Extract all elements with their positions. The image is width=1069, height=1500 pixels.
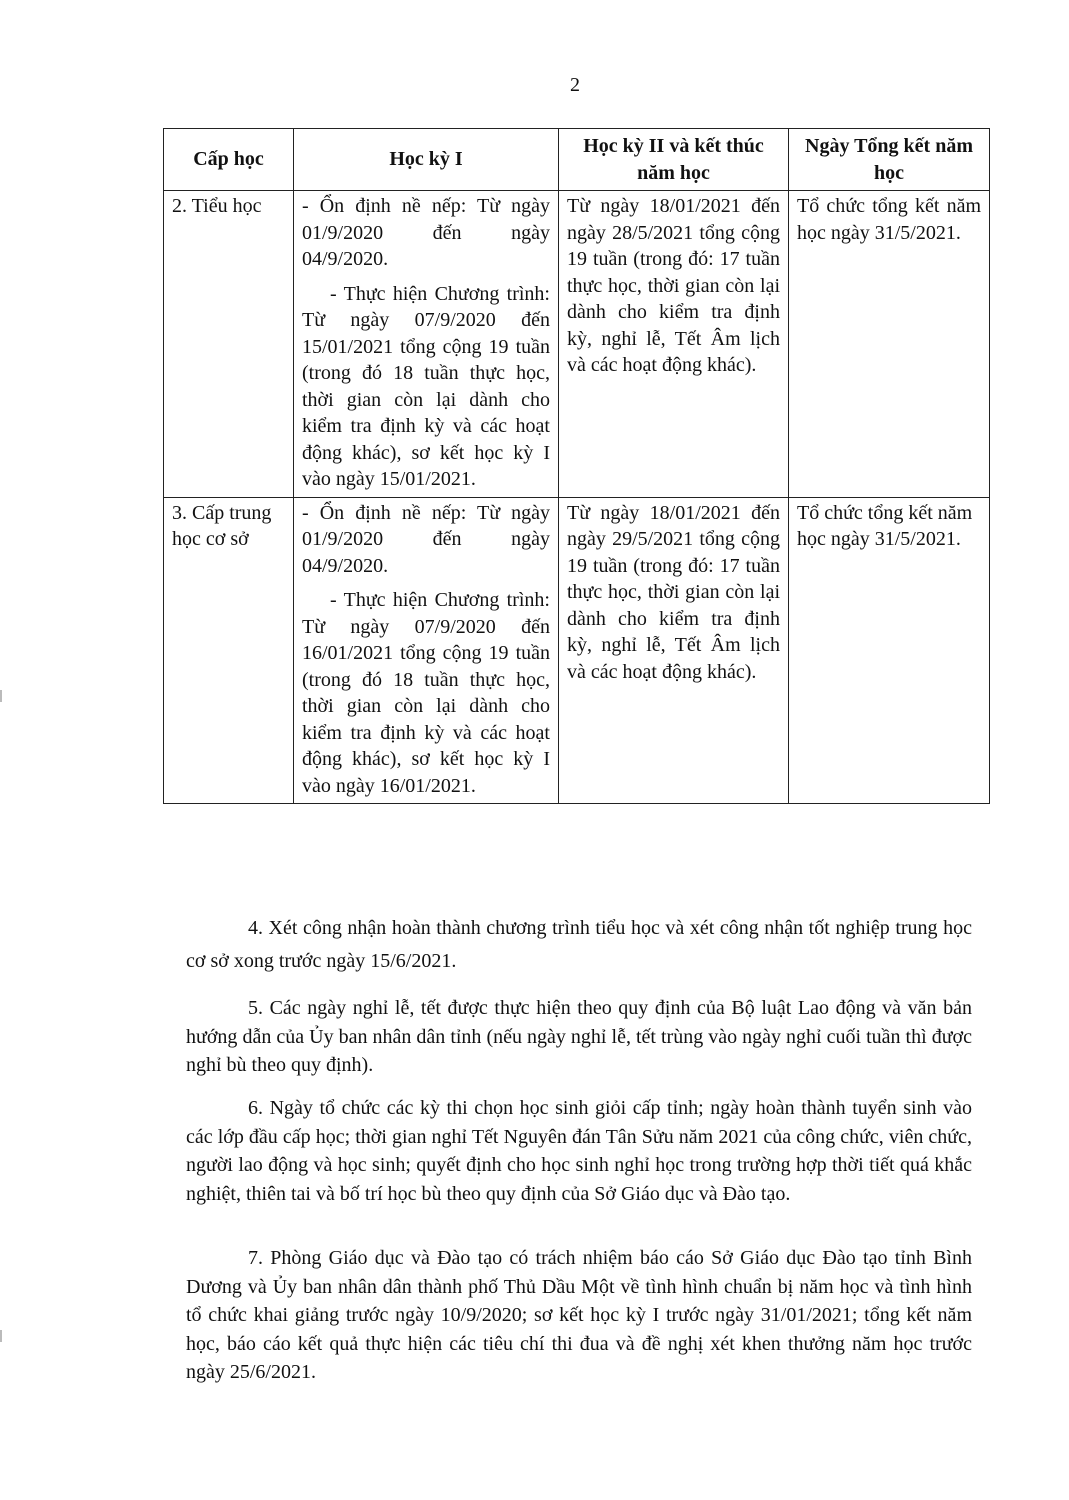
school-year-schedule-table bbox=[163, 128, 990, 804]
paragraph-6 bbox=[186, 1094, 972, 1208]
header-semester-1: Học kỳ I bbox=[294, 129, 559, 191]
table-row-lower-secondary bbox=[164, 497, 990, 804]
semester-1-program: - Thực hiện Chương trình: Từ ngày 07/9/2020 đến 16/01/2021 tổng cộng 19 tuần (trong đó 18 tuần thực học, thời gian còn lại dành cho kiểm tra định kỳ và các hoạt động khác), sơ kết học kỳ I vào ngày 16/01/2021. bbox=[302, 589, 550, 797]
page-number: 2 bbox=[570, 74, 580, 96]
paragraph-5 bbox=[186, 994, 972, 1080]
paragraph-5-text: 5. Các ngày nghỉ lễ, tết được thực hiện theo quy định của Bộ luật Lao động và văn bản hướng dẫn của Ủy ban nhân dân tỉnh (nếu ngày nghỉ lễ, tết trùng vào ngày nghỉ cuối tuần thì được nghỉ bù theo quy định). bbox=[186, 997, 972, 1076]
paragraph-4 bbox=[186, 912, 972, 978]
cell-summary-date: Tổ chức tổng kết năm học ngày 31/5/2021. bbox=[789, 497, 990, 804]
cell-semester-1 bbox=[294, 191, 559, 498]
table-header-row bbox=[164, 129, 990, 191]
cell-semester-2: Từ ngày 18/01/2021 đến ngày 28/5/2021 tổng cộng 19 tuần (trong đó: 17 tuần thực học, thời gian còn lại dành cho kiểm tra định kỳ, nghỉ lễ, Tết Âm lịch và các hoạt động khác). bbox=[559, 191, 789, 498]
cell-summary-date: Tổ chức tổng kết năm học ngày 31/5/2021. bbox=[789, 191, 990, 498]
header-semester-2: Học kỳ II và kết thúc năm học bbox=[559, 129, 789, 191]
paragraph-4-text: 4. Xét công nhận hoàn thành chương trình tiểu học và xét công nhận tốt nghiệp trung học cơ sở xong trước ngày 15/6/2021. bbox=[186, 917, 972, 972]
cell-semester-1 bbox=[294, 497, 559, 804]
header-summary-date: Ngày Tổng kết năm học bbox=[789, 129, 990, 191]
cell-level: 2. Tiểu học bbox=[164, 191, 294, 498]
table-row-primary bbox=[164, 191, 990, 498]
cell-semester-2: Từ ngày 18/01/2021 đến ngày 29/5/2021 tổng cộng 19 tuần (trong đó: 17 tuần thực học, thời gian còn lại dành cho kiểm tra định kỳ, nghỉ lễ, Tết Âm lịch và các hoạt động khác). bbox=[559, 497, 789, 804]
semester-1-stabilize: - Ổn định nề nếp: Từ ngày 01/9/2020 đến ngày 04/9/2020. bbox=[302, 501, 550, 577]
cell-level: 3. Cấp trung học cơ sở bbox=[164, 497, 294, 804]
header-level: Cấp học bbox=[164, 129, 294, 191]
semester-1-stabilize: - Ổn định nề nếp: Từ ngày 01/9/2020 đến ngày 04/9/2020. bbox=[302, 195, 550, 270]
paragraph-7 bbox=[186, 1244, 972, 1387]
scan-edge-mark bbox=[0, 690, 2, 702]
paragraph-7-text: 7. Phòng Giáo dục và Đào tạo có trách nhiệm báo cáo Sở Giáo dục Đào tạo tỉnh Bình Dương và Ủy ban nhân dân thành phố Thủ Dầu Một về tình hình chuẩn bị năm học và tình hình tổ chức khai giảng trước ngày 10/9/2020; sơ kết học kỳ I trước ngày 31/01/2021; tổng kết năm học, báo cáo kết quả thực hiện các tiêu chí thi đua và đề nghị xét khen thưởng năm học trước ngày 25/6/2021. bbox=[186, 1247, 972, 1383]
paragraph-6-text: 6. Ngày tổ chức các kỳ thi chọn học sinh giỏi cấp tỉnh; ngày hoàn thành tuyển sinh vào các lớp đầu cấp học; thời gian nghỉ Tết Nguyên đán Tân Sửu năm 2021 của công chức, viên chức, người lao động và học sinh; quyết định cho học sinh nghỉ học trong trường hợp thời tiết quá khắc nghiệt, thiên tai và bố trí học bù theo quy định của Sở Giáo dục và Đào tạo. bbox=[186, 1097, 972, 1205]
scan-edge-mark bbox=[0, 1330, 2, 1342]
semester-1-program: - Thực hiện Chương trình: Từ ngày 07/9/2020 đến 15/01/2021 tổng cộng 19 tuần (trong đó 18 tuần thực học, thời gian còn lại dành cho kiểm tra định kỳ và các hoạt động khác), sơ kết học kỳ I vào ngày 15/01/2021. bbox=[302, 282, 550, 490]
